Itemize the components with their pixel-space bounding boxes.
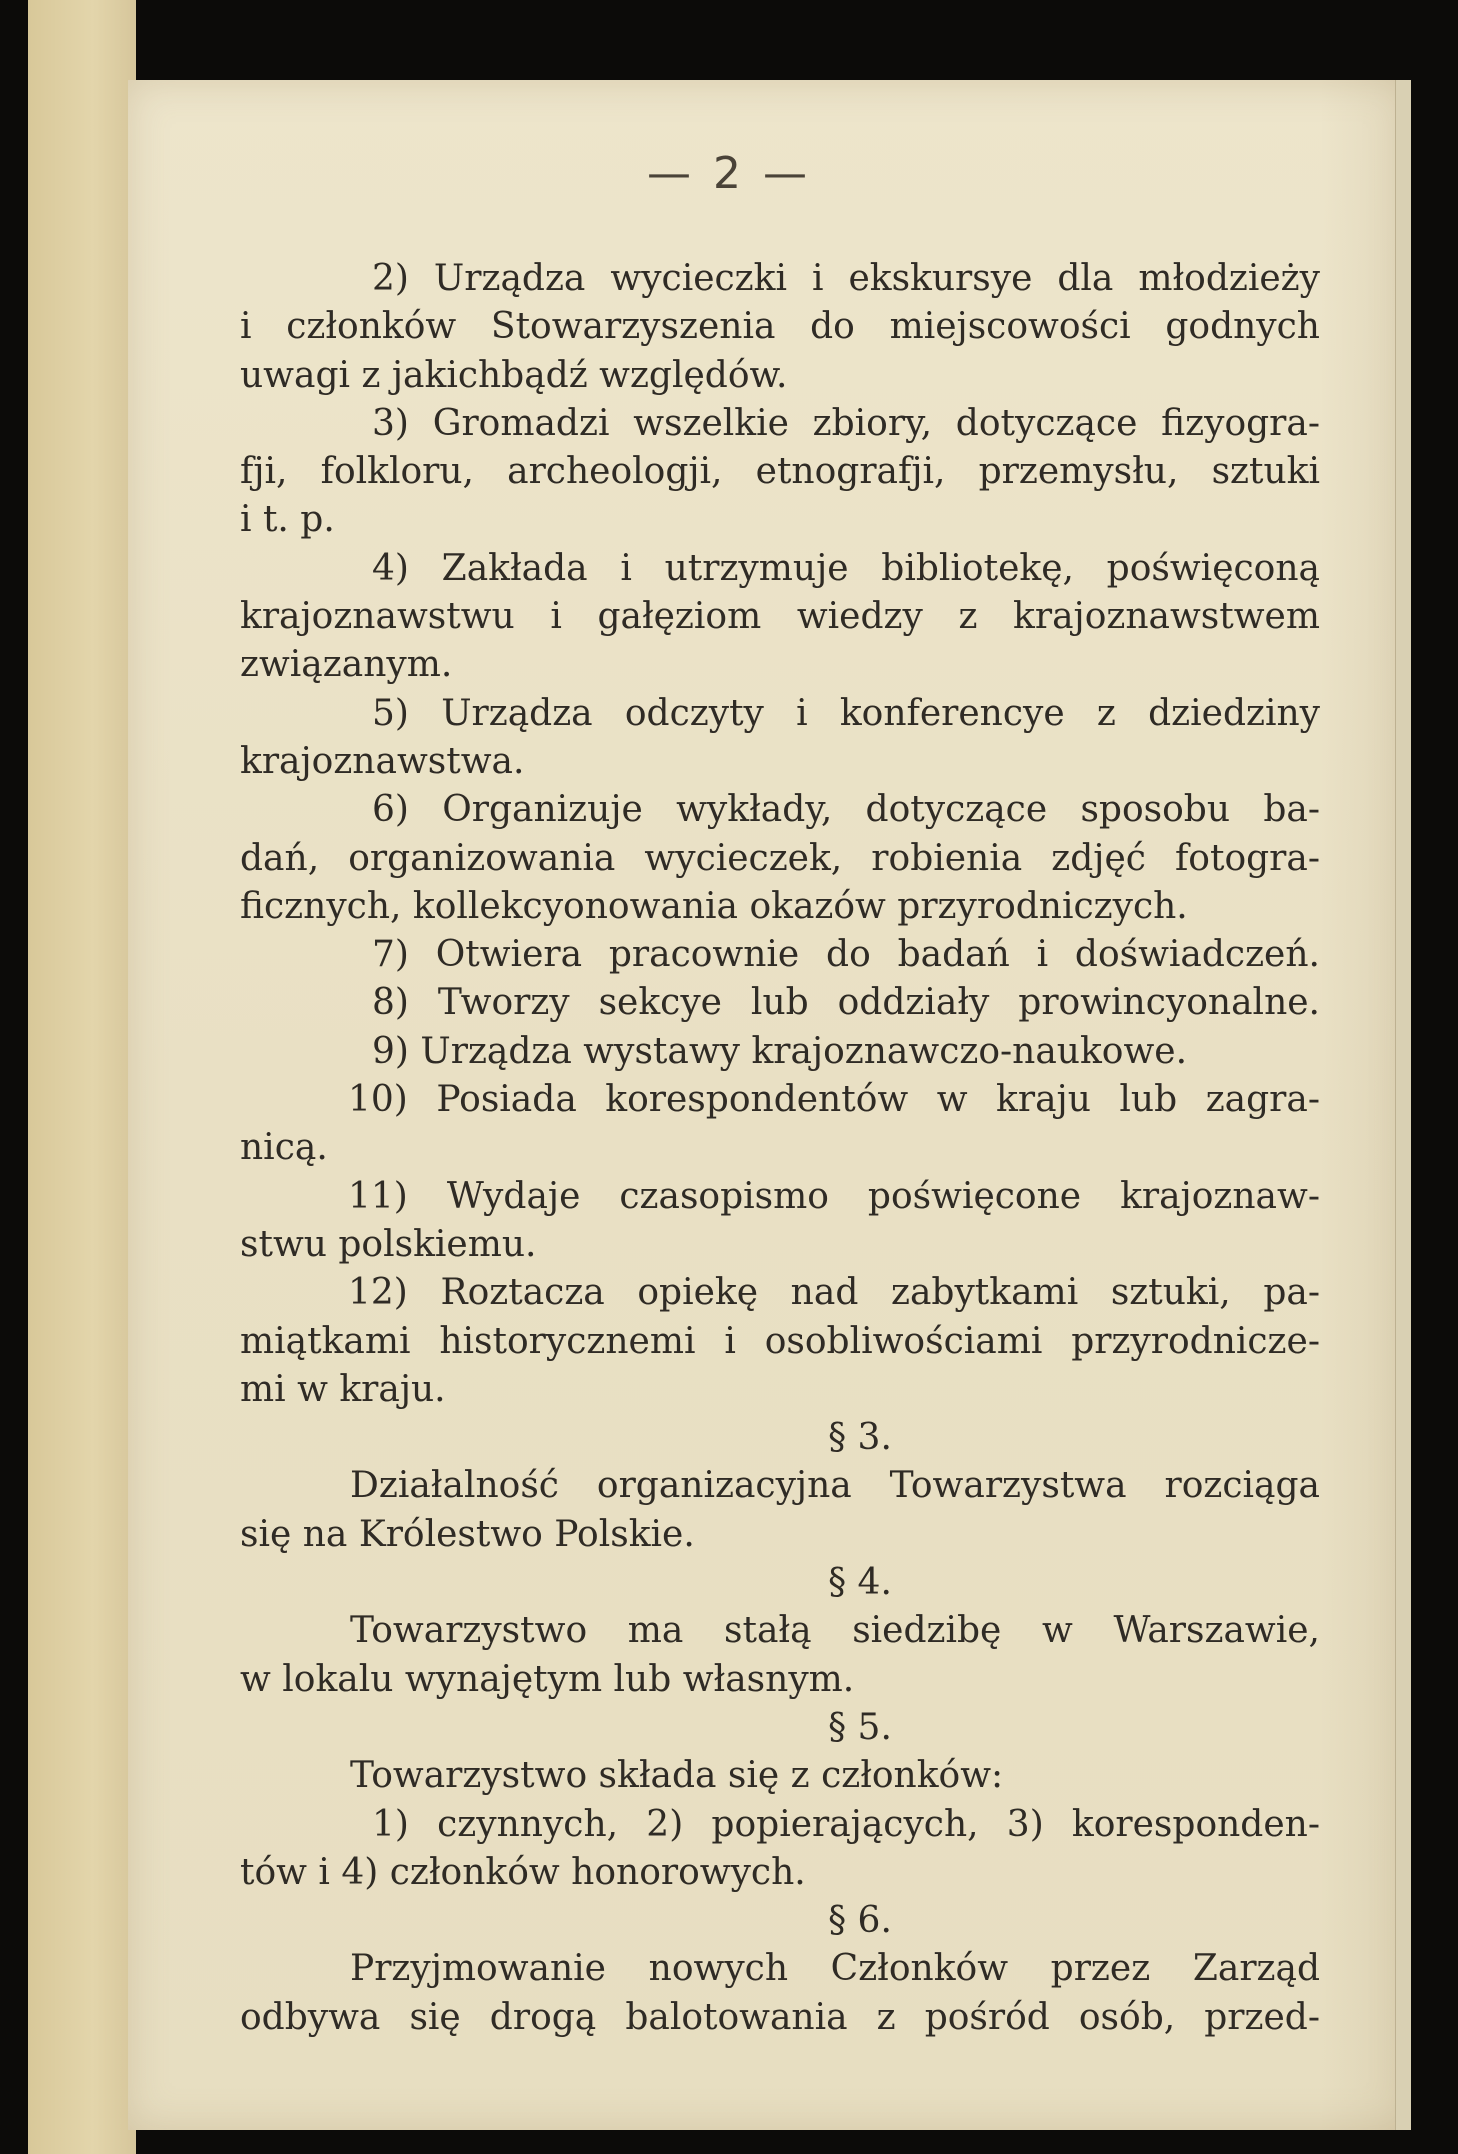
text-line: nicą. [240,1127,328,1169]
text-line: 9) Urządza wystawy krajoznawczo-naukowe. [372,1030,1188,1072]
text-line: i członków Stowarzyszenia do miejscowości godnych [240,306,1320,348]
section-heading: § 3. [828,1417,892,1459]
text-line: miątkami historycznemi i osobliwościami przyrodnicze- [240,1320,1320,1362]
text-line: 1) czynnych, 2) popierających, 3) koresponden- [372,1803,1320,1845]
statute-text [240,255,1320,2042]
text-line: krajoznawstwu i gałęziom wiedzy z krajoznawstwem [240,596,1320,638]
text-line: 11) Wydaje czasopismo poświęcone krajoznaw- [348,1175,1320,1217]
text-line: 8) Tworzy sekcye lub oddziały prowincyonalne. [372,982,1320,1024]
text-line: 3) Gromadzi wszelkie zbiory, dotyczące fizyogra- [372,402,1320,444]
text-line: 7) Otwiera pracownie do badań i doświadczeń. [372,934,1320,976]
text-line: Towarzystwo składa się z członków: [350,1755,1004,1797]
text-line: Towarzystwo ma stałą siedzibę w Warszawie, [350,1610,1320,1652]
text-line: Przyjmowanie nowych Członków przez Zarząd [350,1948,1320,1990]
text-line: związanym. [240,644,453,686]
section-heading: § 5. [828,1706,892,1748]
page-number: — 2 — [647,148,811,199]
text-line: krajoznawstwa. [240,740,525,782]
section-heading: § 6. [828,1900,892,1942]
text-line: 12) Roztacza opiekę nad zabytkami sztuki, pa- [348,1272,1320,1314]
text-line: mi w kraju. [240,1368,446,1410]
text-line: Działalność organizacyjna Towarzystwa rozciąga [350,1465,1320,1507]
text-line: uwagi z jakichbądź względów. [240,354,788,396]
text-line: 5) Urządza odczyty i konferencye z dziedziny [372,692,1320,734]
text-line: w lokalu wynajętym lub własnym. [240,1658,855,1700]
page-edge [1395,80,1411,2130]
text-line: dań, organizowania wycieczek, robienia zdjęć fotogra- [240,837,1320,879]
text-line: 2) Urządza wycieczki i ekskursye dla młodzieży [372,258,1320,299]
text-line: się na Królestwo Polskie. [240,1513,695,1555]
text-line: ficznych, kollekcyonowania okazów przyrodniczych. [240,885,1188,927]
text-line: i t. p. [240,499,335,541]
text-line: 10) Posiada korespondentów w kraju lub zagra- [348,1079,1320,1121]
section-heading: § 4. [828,1562,892,1604]
text-line: 4) Zakłada i utrzymuje bibliotekę, poświęconą [372,547,1320,589]
text-line: odbywa się drogą balotowania z pośród osób, przed- [240,1996,1320,2038]
book-margin [28,0,136,2154]
text-line: fji, folkloru, archeologji, etnografji, przemysłu, sztuki [240,451,1320,493]
text-line: tów i 4) członków honorowych. [240,1851,806,1893]
text-line: stwu polskiemu. [240,1223,537,1265]
text-line: 6) Organizuje wykłady, dotyczące sposobu ba- [372,789,1320,831]
